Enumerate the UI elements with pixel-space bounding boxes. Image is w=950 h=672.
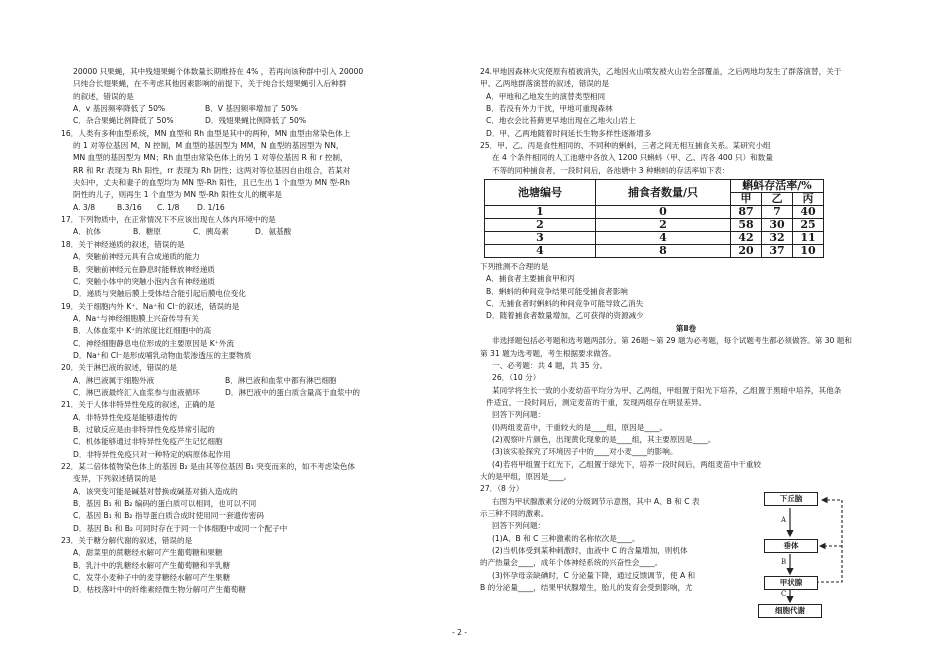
option-row [61,387,466,399]
table-cell: 58 [731,219,762,232]
question-26-stem: 件适宜，一段时间后，测定麦苗的干重，发现两组存在明显差异。 [486,397,707,407]
subquestion: (1)A、B 和 C 三种激素的名称依次是____。 [492,533,640,543]
option-row [480,273,892,285]
option-row [480,91,892,103]
option: C．神经细胞静息电位形成的主要原因是 K⁺外流 [73,338,234,348]
option-row [61,572,466,584]
option: B.3/16 [117,202,142,212]
option: B．人体血浆中 K⁺的浓度比红细胞中的高 [73,326,212,336]
option: D．残翅果蝇比例降低了 50% [205,116,307,126]
table-cell: 0 [596,206,731,219]
option: A．Na⁺与神经细胞膜上兴奋传导有关 [73,313,199,323]
subquestion: (l)两组麦苗中，干重较大的是____组，原因是____。 [492,422,668,432]
label-a: A [781,516,787,524]
option-row [61,547,466,559]
option: B．若没有外力干扰，甲地可重现森林 [486,104,613,114]
option: D．氨基酸 [255,227,292,237]
option-row [61,560,466,572]
question-16-stem: 阴性的儿子，则再生 1 个血型为 MN 型-Rh 阳性女儿的概率是 [73,190,283,200]
header-predators: 捕食者数量/只 [596,180,731,206]
question-22-stem: 变异，下列叙述错误的是 [73,474,157,484]
option-row [61,276,466,288]
option-row [61,498,466,510]
subquestion: 的产热量会____，成年个体神经系统的兴奋性会____。 [480,558,663,568]
question-17-stem: 17．下列物质中，在正常情况下不应该出现在人体内环境中的是 [61,215,276,225]
option: D．随着捕食者数量增加，乙可获得的资源减少 [486,311,644,321]
subquestion: 大的是甲组，原因是____。 [480,471,572,481]
table-row [485,219,824,232]
option-row [61,350,466,362]
feedback-arrow-hypothalamus [816,500,842,582]
answer-prompt: 回答下列问题： [492,521,546,531]
question-21-stem: 21．关于人体非特异性免疫的叙述，正确的是 [61,400,215,410]
volume-2-intro: 第 31 题为选考题，考生根据要求做答。 [480,348,616,358]
label-b: B [781,558,787,566]
cell-metabolism-box: 细胞代谢 [758,604,822,618]
thyroid-box: 甲状腺 [764,576,818,590]
option: D．非特异性免疫只对一种特定的病原体起作用 [73,449,231,459]
question-16-stem: 16．人类有多种血型系统，MN 血型和 Rh 血型是其中的两种，MN 血型由常染色体上 [61,128,351,138]
option-row [61,510,466,522]
answer-prompt: 回答下列问题： [492,410,546,420]
option: A．v 基因频率降低了 50% [73,104,166,114]
table-cell: 20 [731,245,762,258]
option-row [61,375,466,387]
option: B．突触前神经元在静息时能释放神经递质 [73,264,215,274]
option-row [61,115,466,127]
table-row [485,206,824,219]
table-cell: 10 [793,245,824,258]
option: A．突触前神经元具有合成递质的能力 [73,252,200,262]
option: C．胰岛素 [193,227,229,237]
option: A．甲地和乙地发生的演替类型相同 [486,91,606,101]
header-species: 丙 [793,193,824,206]
option: D．甲、乙两地随着时间延长生物多样性逐渐增多 [486,128,652,138]
option: A．淋巴液属于细胞外液 [73,375,155,385]
option-row [61,523,466,535]
option: B．蝌蚪的种间竞争结果可能受捕食者影响 [486,286,628,296]
option: B．V 基因频率增加了 50% [205,104,298,114]
page-number: - 2 - [452,628,467,637]
option-row [61,202,466,214]
question-25-stem-2: 下列推测不合理的是 [480,262,549,272]
table-cell: 4 [485,245,596,258]
option-row [61,288,466,300]
header-species: 甲 [731,193,762,206]
table-cell: 30 [762,219,793,232]
option-row [61,325,466,337]
table-cell: 4 [596,232,731,245]
question-26-stem: 某同学将生长一致的小麦幼苗平均分为甲、乙两组，甲组置于阳光下培养，乙组置于黑暗中培养，其他条 [492,385,842,395]
question-15-stem: 只纯合长翅果蝇，在不考虑其他因素影响的前提下，关于纯合长翅果蝇引入后种群 [73,79,347,89]
option: A．甜菜里的蔗糖经水解可产生葡萄糖和果糖 [73,548,223,558]
option: D．淋巴液中的蛋白质含量高于血浆中的 [225,387,360,397]
question-16-stem: MN 血型的基因型为 MN；Rh 血型由常染色体上的另 1 对等位基因 R 和 r 控制， [73,153,348,163]
table-cell: 1 [485,206,596,219]
option-row [61,226,466,238]
option: C．突触小体中的突触小泡内含有神经递质 [73,276,215,286]
option-row [480,103,892,115]
table-cell: 42 [731,232,762,245]
question-18-stem: 18．关于神经递质的叙述，错误的是 [61,239,185,249]
subquestion: (2)观察叶片颜色，出现黄化现象的是____组，其主要原因是____。 [492,434,716,444]
volume-2-title: 第Ⅱ卷 [675,323,697,333]
left-column [61,66,466,597]
volume-2-intro: 非选择题包括必考题和选考题两部分。第 26题～第 29 题为必考题，每个试题考生都必须做答。第 30 题和 [492,336,852,346]
question-16-stem: RR 和 Rr 表现为 Rh 阳性，rr 表现为 Rh 阴性；这两对等位基因自由组合，若某对 [73,165,351,175]
thyroid-regulation-diagram [746,482,852,620]
option: A．该突变可能是碱基对替换或碱基对插入造成的 [73,486,238,496]
question-16-stem: 的 1 对等位基因 M、N 控制，M 血型的基因型为 MM，N 血型的基因型为 NN， [73,141,344,151]
header-pond: 池塘编号 [485,180,596,206]
option-row [480,298,892,310]
option-row [61,449,466,461]
option: A. 3/8 [73,202,96,212]
subquestion: (3)该实验探究了环境因子中的____对小麦____的影响。 [492,447,678,457]
option: A．捕食者主要捕食甲和丙 [486,274,575,284]
header-survival: 蝌蚪存活率/% [731,180,824,193]
pituitary-box: 垂体 [764,539,818,553]
option: B．过敏反应是由非特异性免疫异常引起的 [73,424,215,434]
hypothalamus-box: 下丘脑 [764,492,818,506]
option: C．无捕食者时蝌蚪的种间竞争可能导致乙消失 [486,299,644,309]
table-cell: 87 [731,206,762,219]
question-15-stem: 20000 只果蝇，其中残翅果蝇个体数量长期维持在 4% ，若再向该种群中引入 20000 [73,67,364,76]
option: C．发芽小麦种子中的麦芽糖经水解可产生果糖 [73,573,231,583]
option: C．基因 B₁ 和 B₂ 指导蛋白质合成时使用同一套遗传密码 [73,511,264,521]
question-25-stem: 在 4 个条件相同的人工池塘中各放入 1200 只蝌蚪（甲、乙、丙各 400 只）和数量 [492,153,773,163]
question-27-stem: 示三种不同的激素。 [480,508,549,518]
option: C. 1/8 [157,202,180,212]
question-23-stem: 23．关于糖分解代谢的叙述，错误的是 [61,536,193,546]
table-cell: 11 [793,232,824,245]
option-row [61,412,466,424]
subquestion: (2)当机体受到某种刺激时，血液中 C 的含量增加，则机体 [492,546,688,555]
table-cell: 7 [762,206,793,219]
option: C．淋巴液最终汇入血浆参与血液循环 [73,387,200,397]
table-cell: 2 [485,219,596,232]
option: C．机体能够通过非特异性免疫产生记忆细胞 [73,437,223,447]
option-row [61,486,466,498]
question-20-stem: 20．关于淋巴液的叙述，错误的是 [61,363,177,373]
option-row [480,310,892,322]
option-row [480,128,892,140]
table-cell: 40 [793,206,824,219]
option-row [61,338,466,350]
option-row [61,103,466,115]
question-22-stem: 22．某二倍体植物染色体上的基因 B₂ 是由其等位基因 B₁ 突变而来的，如不考虑染色体 [61,462,356,471]
option: B．糖原 [133,227,161,237]
table-cell: 37 [762,245,793,258]
question-25-stem: 不等的同种捕食者，一段时间后，各池塘中 3 种蝌蚪的存活率如下表： [492,165,730,175]
question-19-stem: 19．关于细胞内外 K⁺、Na⁺和 Cl⁻的叙述，错误的是 [61,301,240,311]
table-cell: 2 [596,219,731,232]
option-row [61,424,466,436]
option: C．杂合果蝇比例降低了 50% [73,116,174,126]
option-row [480,286,892,298]
option: D．基因 B₁ 和 B₂ 可同时存在于同一个体细胞中或同一个配子中 [73,523,288,533]
section-title: 一、必考题：共 4 题，共 35 分。 [492,360,608,370]
header-species: 乙 [762,193,793,206]
survival-table [484,179,824,258]
table-cell: 32 [762,232,793,245]
question-15-stem: 的叙述，错误的是 [73,91,134,101]
question-16-stem: 夫妇中，丈夫和妻子的血型均为 MN 型-Rh 阳性，且已生出 1 个血型为 MN 型-Rh [73,178,350,188]
option: B．淋巴液和血浆中都有淋巴细胞 [225,375,337,385]
option-row [61,264,466,276]
subquestion: (3)怀孕母亲缺碘时，C 分泌量下降，通过反馈调节，使 A 和 [492,570,696,580]
option-row [61,251,466,263]
option: A．非特异性免疫是能够遗传的 [73,412,177,422]
table-row [485,232,824,245]
table-cell: 8 [596,245,731,258]
option: D．枯枝落叶中的纤维素经微生物分解可产生葡萄糖 [73,585,246,595]
question-27-stem: 右图为甲状腺激素分泌的分级调节示意图，其中 A、B 和 C 表 [492,496,700,506]
question-27-title: 27．（8 分） [480,484,524,494]
option: D. 1/16 [197,202,225,212]
table-row [485,245,824,258]
option-row [61,313,466,325]
question-26-title: 26．（10 分） [492,373,541,383]
option: C．地衣会比苔藓更早地出现在乙地火山岩上 [486,116,636,126]
subquestion: (4)若将甲组置于红光下，乙组置于绿光下，培养一段时间后，两组麦苗中干重较 [492,459,761,469]
option-row [480,115,892,127]
table-cell: 3 [485,232,596,245]
label-c: C [781,590,787,598]
option: B．乳汁中的乳糖经水解可产生葡萄糖和半乳糖 [73,560,231,570]
question-24-stem: 24.甲地因森林火灾使原有植被消失，乙地因火山喷发被火山岩全部覆盖，之后两地均发生了群落演替，关于 [480,67,842,76]
question-24-stem: 甲、乙两地群落演替的叙述，错误的是 [480,79,610,89]
option-row [61,436,466,448]
option: B．基因 B₁ 和 B₂ 编码的蛋白质可以相同，也可以不同 [73,499,257,509]
option-row [61,584,466,596]
option: D．递质与突触后膜上受体结合能引起后膜电位变化 [73,289,246,299]
option: A．抗体 [73,227,101,237]
subquestion: B 的分泌量____，结果甲状腺增生，胎儿的发育会受到影响，尤 [480,583,693,593]
option: D．Na⁺和 Cl⁻是形成哺乳动物血浆渗透压的主要物质 [73,350,252,360]
question-25-stem: 25．甲、乙、丙是食性相同的、不同种的蝌蚪，三者之间无相互捕食关系。某研究小组 [480,141,771,151]
table-cell: 25 [793,219,824,232]
